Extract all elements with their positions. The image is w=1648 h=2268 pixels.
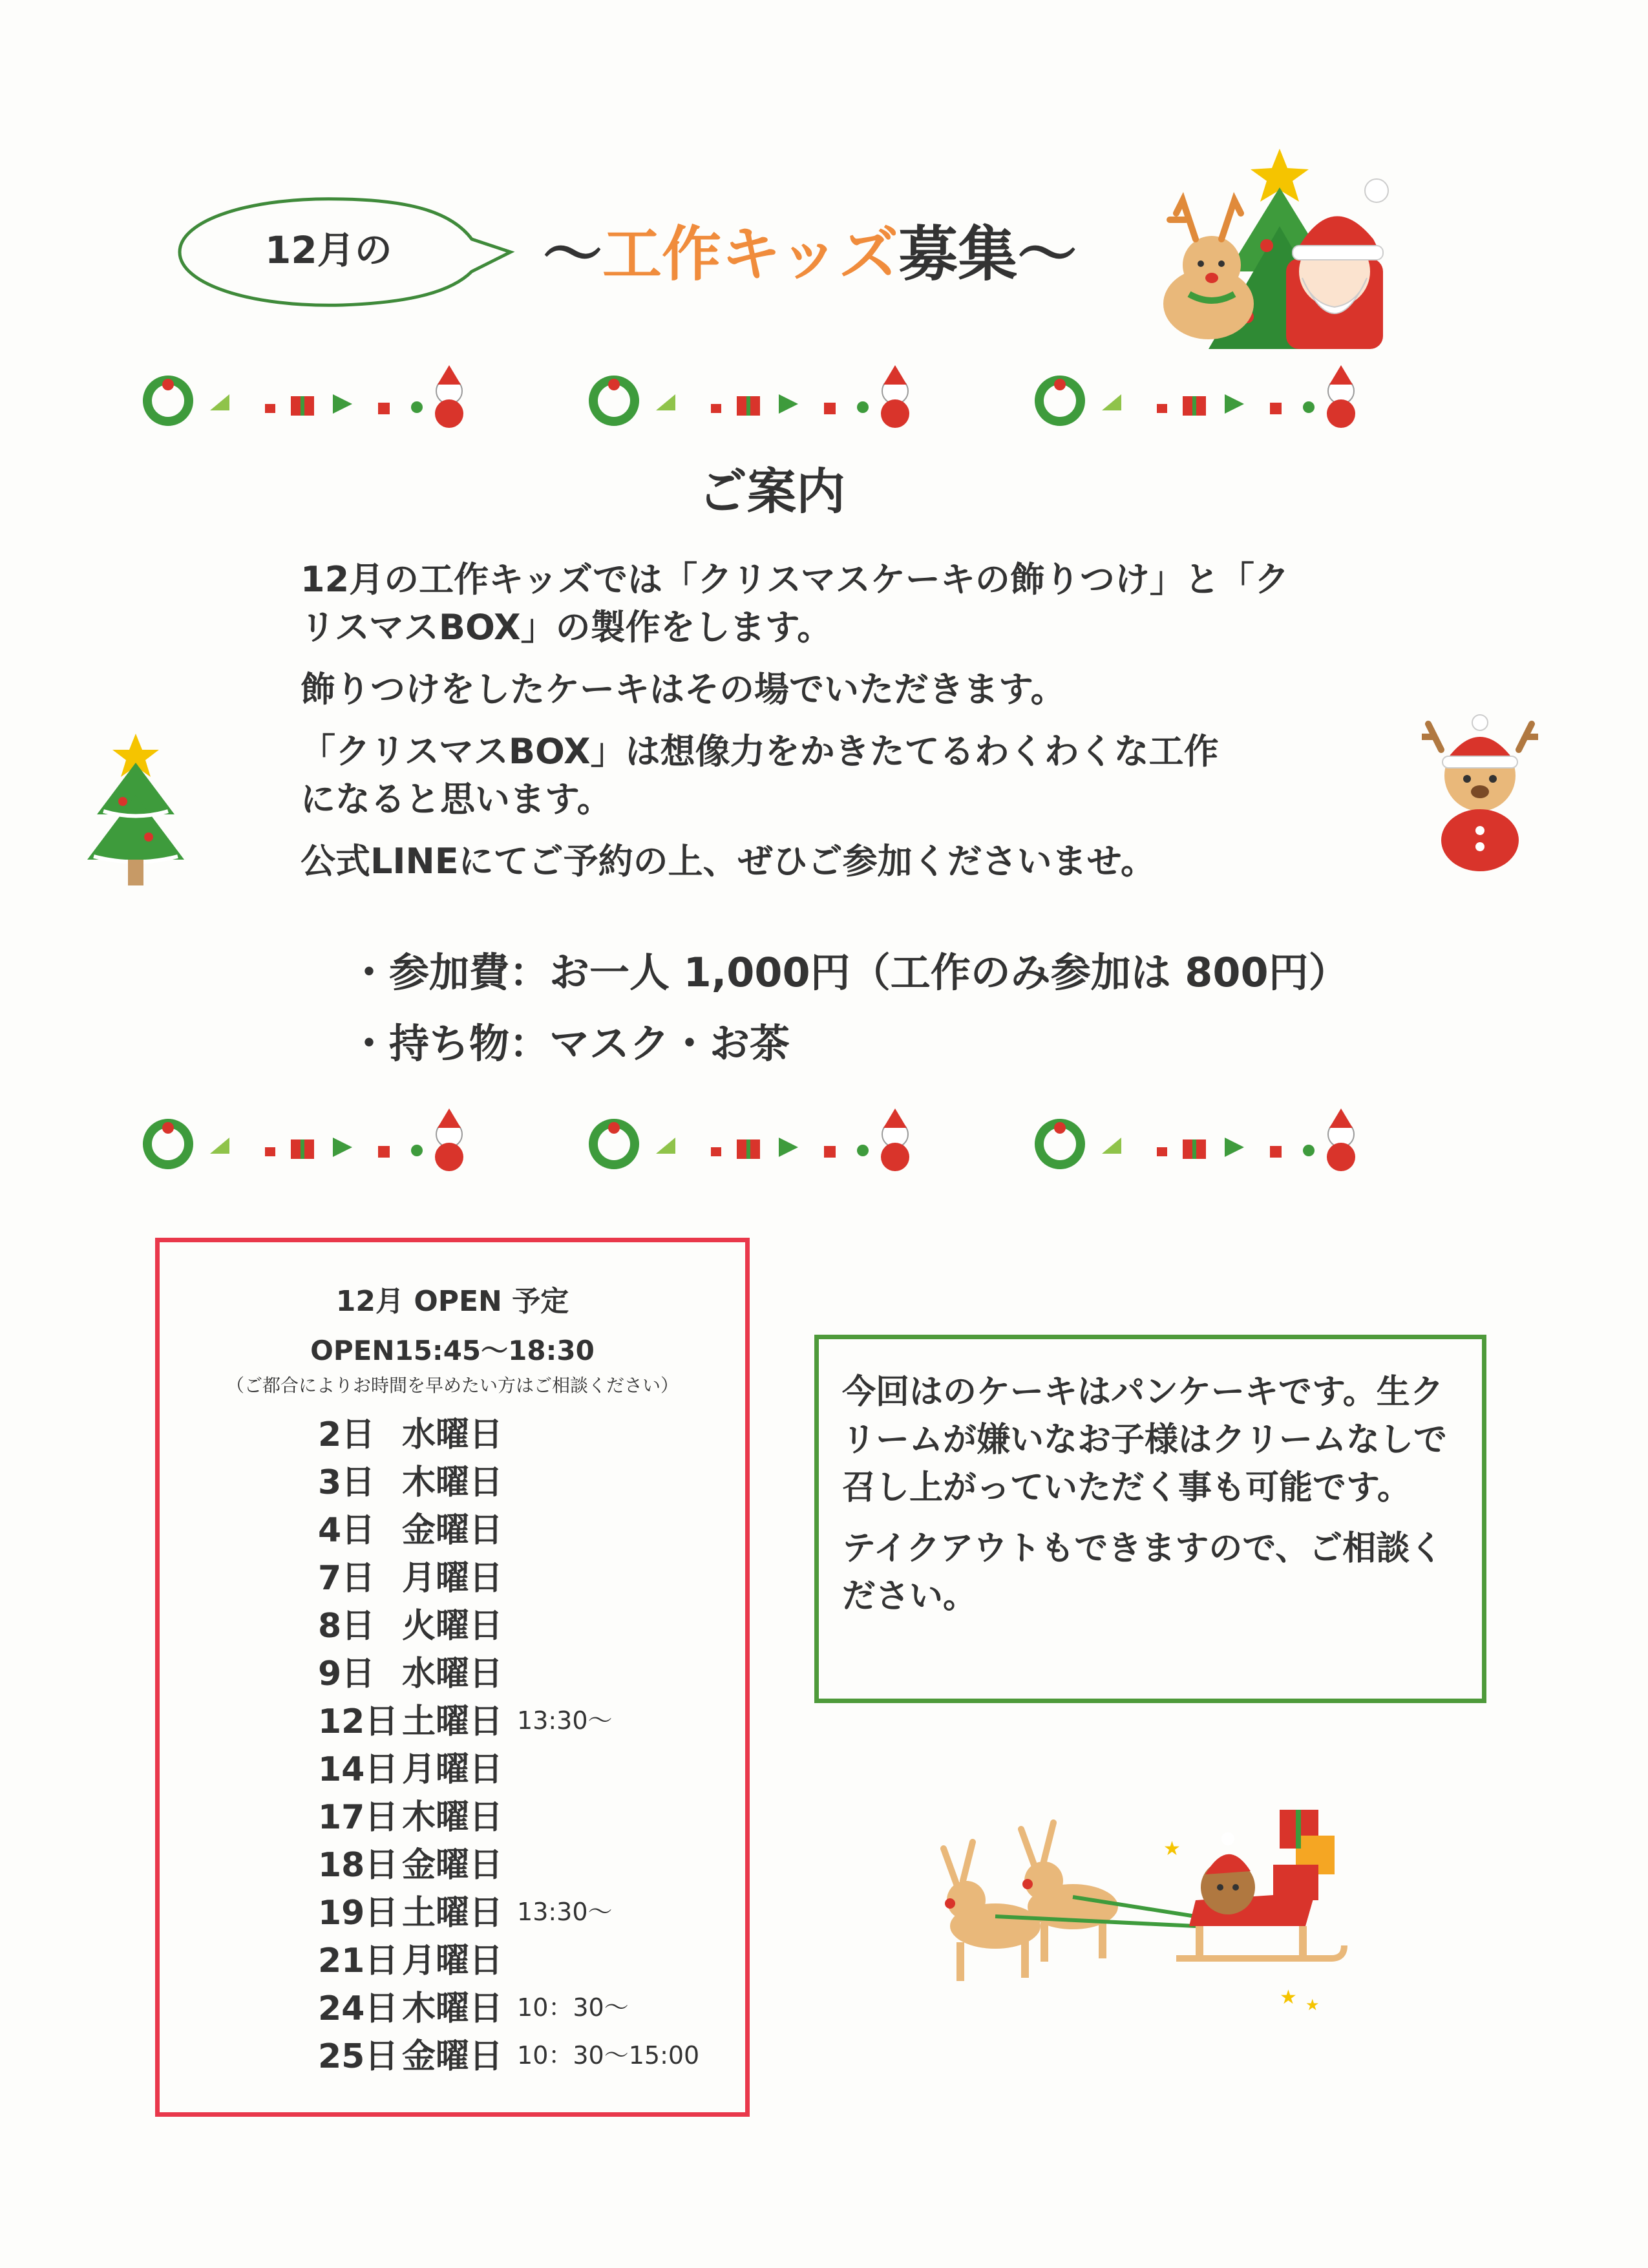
guide-paragraph: 12月の工作キッズでは「クリスマスケーキの飾りつけ」と「クリスマスBOX」の製作をします。 [301,559,1289,648]
schedule-row: 14日 月曜日 [318,1750,503,1789]
schedule-row: 2日 水曜日 [318,1415,503,1454]
schedule-row: 7日 月曜日 [318,1558,503,1598]
main-title: ～工作キッズ募集～ [543,220,1077,289]
guide-paragraph: 「クリスマスBOX」は想像力をかきたてるわくわくな工作になると思います。 [301,731,1219,820]
schedule-row: 25日 金曜日 10：30～15:00 [318,2037,700,2076]
svg-text:★: ★ [1280,1986,1297,2009]
schedule-note: （ご都合によりお時間を早めたい方はご相談ください） [226,1375,679,1396]
reindeer-doll-icon [1422,711,1538,873]
schedule-row: 9日 水曜日 [318,1654,503,1693]
schedule-box [155,1238,750,2117]
schedule-title: 12月 OPEN 予定 [335,1285,569,1318]
christmas-garland-icon [139,1102,1477,1180]
title-highlight: 工作キッズ [602,220,899,289]
note-paragraph: テイクアウトもできますので、ご相談ください。 [842,1529,1444,1616]
guide-text [301,556,1309,900]
guide-title: ご案内 [698,463,845,520]
bubble-text: 12月の [265,228,392,272]
svg-text:★: ★ [1163,1838,1181,1860]
schedule-row: 18日 金曜日 [318,1845,503,1885]
schedule-row: 17日 木曜日 [318,1797,503,1837]
christmas-garland-top [139,359,1477,436]
sleigh-icon [918,1803,1383,2030]
guide-paragraph: 飾りつけをしたケーキはその場でいただきます。 [301,669,1066,710]
christmas-tree-icon [78,730,194,898]
christmas-garland-bottom [139,1102,1477,1180]
svg-text:★: ★ [1305,1996,1320,2014]
note-paragraph: 今回はのケーキはパンケーキです。生クリームが嫌いなお子様はクリームなしで召し上がっていただく事も可能です。 [842,1373,1448,1507]
schedule-hours: OPEN15:45～18:30 [310,1335,595,1366]
guide-bullets [349,937,1349,1079]
bullet-fee: ・参加費：お一人 1,000円（工作のみ参加は 800円） [349,949,1349,996]
schedule-row: 12日 土曜日 13:30～ [318,1702,613,1741]
note-box [814,1335,1486,1703]
schedule-row: 24日 木曜日 10：30～ [318,1989,629,2028]
schedule-row: 21日 月曜日 [318,1941,503,1980]
schedule-row: 4日 金曜日 [318,1510,503,1550]
speech-bubble [174,187,523,317]
schedule-row: 19日 土曜日 13:30～ [318,1893,613,1933]
bullet-items: ・持ち物：マスク・お茶 [349,1020,790,1067]
schedule-row: 3日 木曜日 [318,1463,503,1502]
schedule-list [318,1407,699,2077]
schedule-row: 8日 火曜日 [318,1606,503,1646]
christmas-garland-icon [139,359,1477,436]
guide-paragraph: 公式LINEにてご予約の上、ぜひご参加くださいませ。 [301,841,1156,882]
reindeer-santa-tree-icon [1150,142,1428,355]
